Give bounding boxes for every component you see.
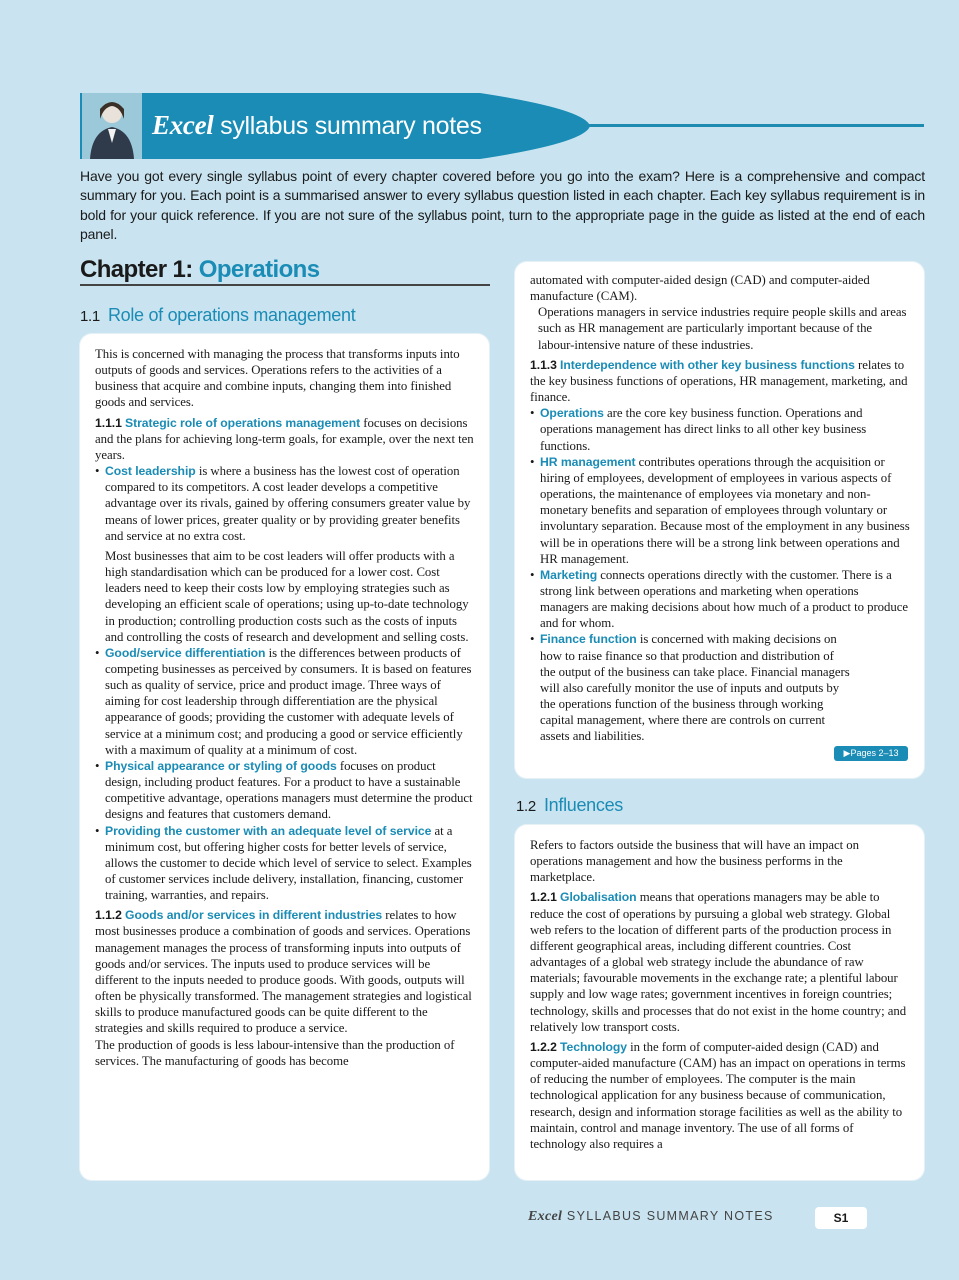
key-term: Interdependence with other key business functions [560,357,855,372]
paragraph: Refers to factors outside the business that will have an impact on operations management and how the business performs in the marketplace. [530,838,859,885]
intro-paragraph: Have you got every single syllabus point of every chapter covered before you go into the exam? Here is a comprehensive and compact summary for you. Each point is a summarised answer to every syllabus question listed in each chapter. Each key syllabus requirement is in bold for your quick reference. If you are not sure of the syllabus point, turn to the appropriate page in the guide as listed at the end of each panel. [80,168,925,243]
banner-photo [82,93,142,159]
banner-rule [580,124,924,127]
panel-1-2-text [530,837,910,1152]
paragraph: 1.1.1 Strategic role of operations management focuses on decisions and the plans for achieving long-term goals, for example, over the next ten years. [95,415,474,462]
paragraph: automated with computer-aided design (CAD) and computer-aided manufacture (CAM). [530,273,870,304]
key-term: Finance function [540,632,637,647]
panel-1-1-text [95,346,475,1069]
bullet-item: • Providing the customer with an adequate level of service at a minimum cost, but offering higher costs for better levels of service, allows the customer to decide which level of service to select. Examples of customer services include delivery, installation, financing, customer training, warranties, and repairs. [95,823,475,904]
key-term: Goods and/or services in different industries [125,908,383,923]
banner-title: Excel syllabus summary notes [152,110,482,140]
key-term: Technology [560,1039,627,1054]
paragraph: 1.2.2 Technology in the form of computer-aided design (CAD) and computer-aided manufacture (CAM) has an impact on operations in terms of reducing the number of employees. The computer is the main technological application for any business because of communication, research, design and information storage facilities as well as the ability to maintain, control and manage inventory. The use of all forms of technology also requires a [530,1039,906,1151]
key-term: Marketing [540,567,598,582]
key-term: Physical appearance or styling of goods [105,758,337,773]
section-heading-1-2: 1.2 Influences [516,795,624,815]
page-number: S1 [815,1207,867,1229]
paragraph: Operations managers in service industries require people skills and areas such as HR management are particularly important because of the labour-intensive nature of these industries. [538,305,907,352]
paragraph: 1.2.1 Globalisation means that operations managers may be able to reduce the cost of operations by pursuing a global web strategy. Global web refers to the location of different parts of the production process in different geographical areas, including different countries. Cost advantages of a global web strategy include the abundance of raw materials; favourable movements in the exchange rate; a plentiful labour supply and low wage rates; government incentives in foreign countries; technology, skills and processes that do not exist in the home country; and relatively low transport costs. [530,890,907,1034]
triangle-right-icon: ▶ [843,748,851,758]
key-term: Strategic role of operations management [125,415,361,430]
panel-1-1-continued-text [530,272,910,745]
key-term: Good/service differentiation [105,645,266,660]
paragraph: Most businesses that aim to be cost leaders will offer products with a high standardisation which can be produced for a lower cost. Cost leaders need to keep their costs low by employing strategies such as developing an efficient scale of operations; using up-to-date technology in production; controlling production costs such as the costs of inputs and controlling the costs of research and development and selling costs. [105,548,469,644]
bullet-item: • Good/service differentiation is the differences between products of competing businesses as perceived by consumers. It is based on features such as quality of service, price and product image. Three ways of aiming for cost leadership through differentiation are the physical appearance of goods; providing the customer with adequate levels of service at a minimum cost; and producing a good or service efficiently with a maximum of quality at a minimum of cost. [95,645,475,758]
pages-reference-badge[interactable]: ▶Pages 2–13 [834,746,908,761]
footer-title: Excel SYLLABUS SUMMARY NOTES [528,1209,774,1224]
paragraph: 1.1.3 Interdependence with other key business functions relates to the key business functions of operations, HR management, marketing, and finance. [530,357,908,405]
bullet-item: • Marketing connects operations directly with the customer. There is a strong link between operations and marketing when operations managers are making decisions about how much of a product to produce and for whom. [530,567,910,632]
key-term: Providing the customer with an adequate level of service [105,823,432,838]
key-term: Globalisation [560,890,637,905]
bullet-item: • Cost leadership is where a business has the lowest cost of operation compared to its competitors. A cost leader develops a competitive advantage over its rivals, gained by offering consumers greater value by means of lower prices, greater quality or by providing greater benefits and service at no extra cost. [95,463,475,544]
bullet-item: • Operations are the core key business function. Operations and operations management has direct links to all other key business functions. [530,405,910,453]
key-term: HR management [540,454,636,469]
bullet-item: • Finance function is concerned with making decisions on how to raise finance so that production and distribution of the output of the business can take place. Financial managers will also carefully monitor the use of inputs and outputs by the operations function of the business through working capital management, where there are controls on current assets and liabilities. [530,631,910,744]
section-heading-1-1: 1.1 Role of operations management [80,305,356,325]
key-term: Operations [540,406,604,421]
paragraph: This is concerned with managing the process that transforms inputs into outputs of goods and services. Operations refers to the activities of a business that acquire and combine inputs, changing them into finished goods and services. [95,347,460,410]
chapter-name: Operations [198,256,320,283]
chapter-heading: Chapter 1: Operations [80,256,320,283]
key-term: Cost leadership [105,464,196,479]
bullet-item: • Physical appearance or styling of goods focuses on product design, including product features. For a product to have a sustainable competitive advantage, operations managers must determine the product designs and features that customers demand. [95,758,475,823]
paragraph: The production of goods is less labour-intensive than the production of services. The manufacturing of goods has become [95,1037,455,1068]
paragraph: 1.1.2 Goods and/or services in different industries relates to how most businesses produce a combination of goods and services. Operations management manages the process of transforming inputs into outputs of goods and/or services. The inputs used to produce services will be different to the inputs needed to produce goods. With goods, outputs will often be physically transformed. The management strategies and logistical skills to produce manufactured goods can be quite different to the strategies and skills required to produce a service. [95,908,472,1036]
bullet-item: • HR management contributes operations through the acquisition or hiring of employees, development of employees in various aspects of operations, the maintenance of employees via monetary and non-monetary benefits and separation of employees through voluntary or involuntary separation. Because most of the employment in any business will be in operations there will be a strong link between operations and HR management. [530,454,910,567]
chapter-rule [80,284,490,286]
